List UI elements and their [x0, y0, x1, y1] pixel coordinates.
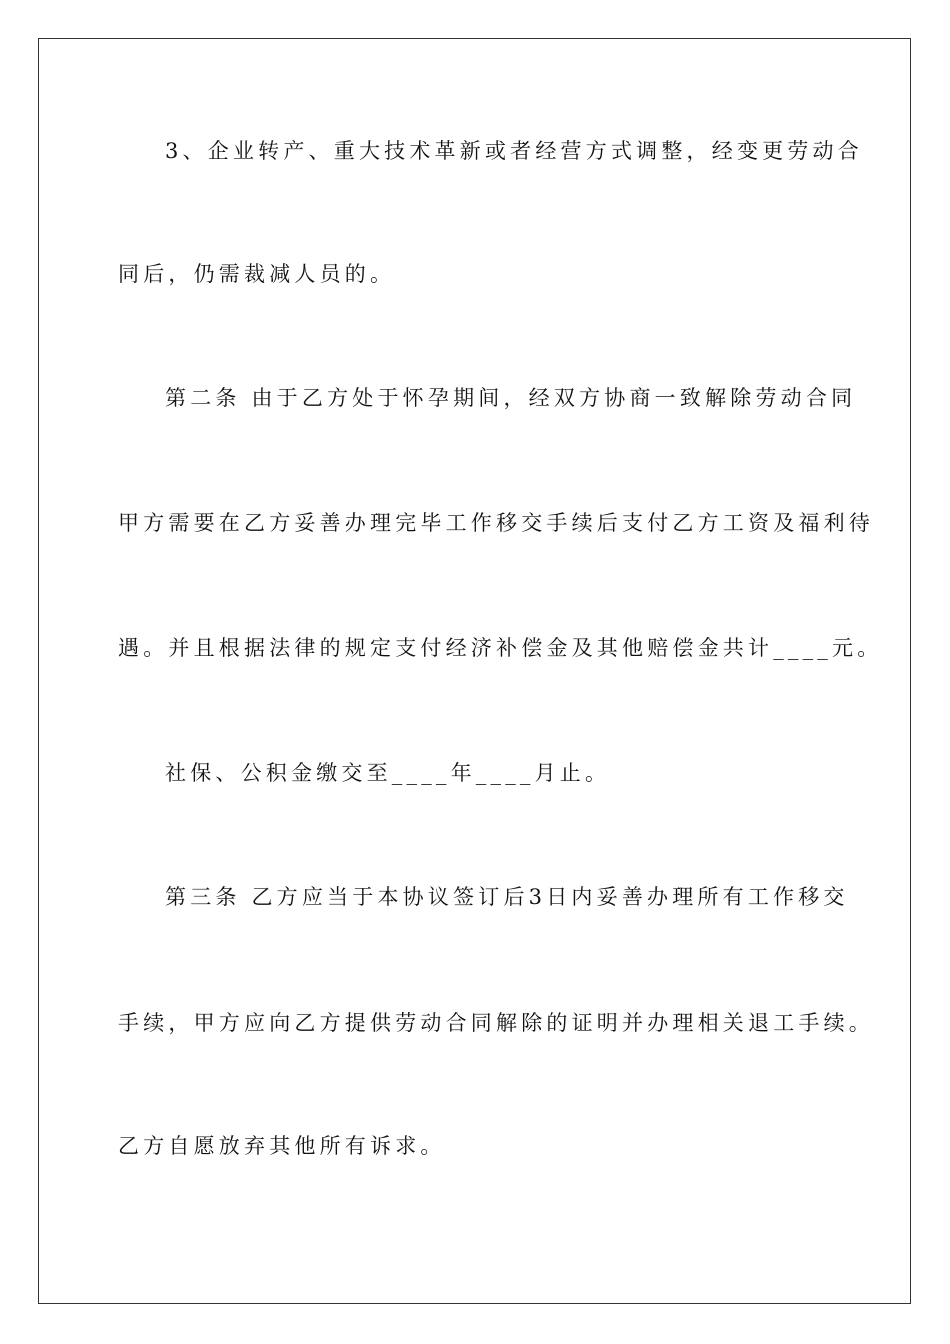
clause-item-3-line-2: 同后，仍需裁减人员的。 — [118, 262, 396, 286]
article-2-line-1: 第二条 由于乙方处于怀孕期间，经双方协商一致解除劳动合同 — [165, 386, 857, 410]
article-3-line-1: 第三条 乙方应当于本协议签订后3日内妥善办理所有工作移交 — [165, 885, 849, 909]
social-insurance-line: 社保、公积金缴交至____年____月止。 — [165, 761, 611, 785]
article-2-line-2: 甲方需要在乙方妥善办理完毕工作移交手续后支付乙方工资及福利待 — [118, 511, 874, 535]
article-2-line-3: 遇。并且根据法律的规定支付经济补偿金及其他赔偿金共计____元。 — [118, 636, 883, 660]
page-frame — [38, 38, 911, 1304]
article-3-line-2: 手续，甲方应向乙方提供劳动合同解除的证明并办理相关退工手续。 — [118, 1011, 874, 1035]
clause-item-3-line-1: 3、企业转产、重大技术革新或者经营方式调整，经变更劳动合 — [165, 139, 863, 163]
article-3-line-3: 乙方自愿放弃其他所有诉求。 — [118, 1134, 446, 1158]
